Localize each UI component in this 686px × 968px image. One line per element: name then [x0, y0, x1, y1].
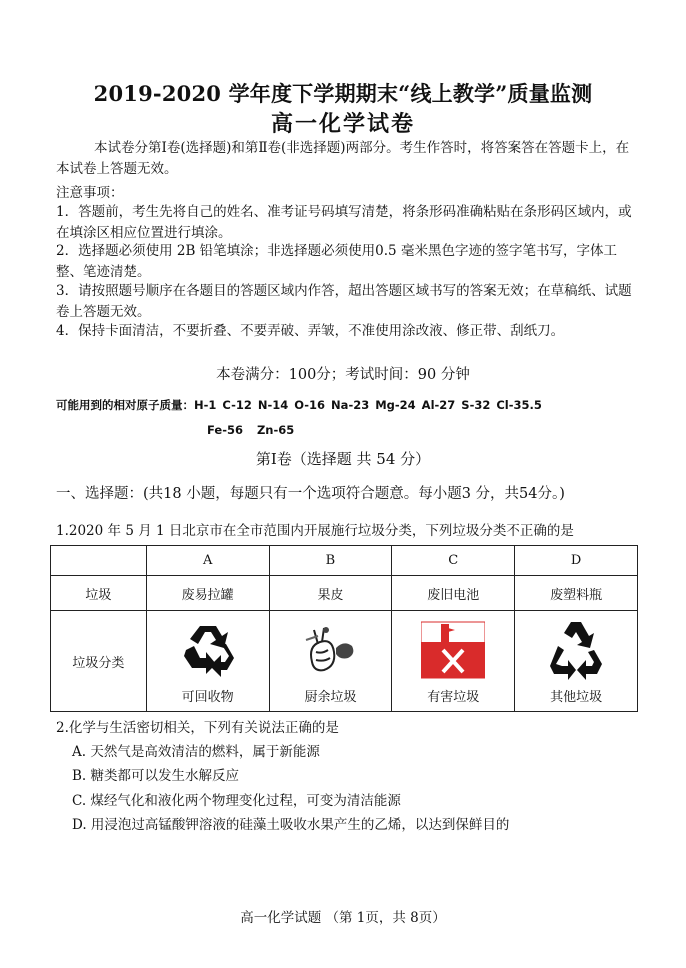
hazardous-waste-icon [421, 618, 485, 682]
waste-item-c: 废旧电池 [392, 576, 515, 611]
category-label-a: 可回收物 [181, 689, 234, 705]
intro-paragraph: 本试卷分第Ⅰ卷(选择题)和第Ⅱ卷(非选择题)两部分。考生作答时，将答案答在答题卡上，在本试卷上答题无效。 [56, 140, 630, 177]
table-row [51, 611, 638, 712]
category-cell-b [269, 611, 392, 712]
table-header-row [51, 546, 638, 576]
exam-title: 2019-2020 学年度下学期期末“线上教学”质量监测 [93, 81, 593, 106]
waste-item-d: 废塑料瓶 [515, 576, 638, 611]
kitchen-waste-icon [298, 618, 362, 682]
notes-heading: 注意事项： [56, 185, 124, 201]
atomic-mass-line-1: 可能用到的相对原子质量：H-1 C-12 N-14 O-16 Na-23 Mg-24 Al-27 S-32 Cl-35.5 [56, 398, 542, 412]
question-2-option-d: D. 用浸泡过高锰酸钾溶液的硅藻土吸收水果产生的乙烯，以达到保鲜目的 [72, 817, 510, 833]
question-2-option-a: A. 天然气是高效清洁的燃料，属于新能源 [72, 744, 320, 760]
category-label-c: 有害垃圾 [427, 689, 480, 705]
note-item-3: 3．请按照题号顺序在各题目的答题区域内作答，超出答题区域书写的答案无效；在草稿纸、试题卷上答题无效。 [56, 283, 632, 320]
category-cell-d [515, 611, 638, 712]
score-and-time: 本卷满分：100分；考试时间：90 分钟 [216, 367, 470, 383]
part-title: 一、选择题：(共18 小题，每题只有一个选项符合题意。每小题3 分，共54分。) [56, 486, 565, 502]
exam-subtitle: 高一化学试卷 [270, 111, 415, 137]
row-label-category: 垃圾分类 [51, 611, 147, 712]
waste-classification-table [50, 545, 638, 712]
column-header-b: B [269, 546, 392, 576]
category-label-d: 其他垃圾 [550, 689, 603, 705]
question-2-option-b: B. 糖类都可以发生水解反应 [72, 768, 240, 784]
category-cell-c [392, 611, 515, 712]
recycle-icon [176, 618, 240, 682]
section-title: 第Ⅰ卷（选择题 共 54 分） [255, 450, 431, 468]
waste-item-a: 废易拉罐 [146, 576, 269, 611]
table-corner-cell [51, 546, 147, 576]
waste-item-b: 果皮 [269, 576, 392, 611]
column-header-c: C [392, 546, 515, 576]
question-1-stem: 1.2020 年 5 月 1 日北京市在全市范围内开展施行垃圾分类，下列垃圾分类不正确的是 [56, 523, 574, 539]
table-row [51, 576, 638, 611]
note-item-2: 2．选择题必须使用 2B 铅笔填涂；非选择题必须使用0.5 毫米黑色字迹的签字笔书写，字体工整、笔迹清楚。 [56, 243, 617, 280]
question-2-option-c: C. 煤经气化和液化两个物理变化过程，可变为清洁能源 [72, 793, 401, 809]
note-item-1: 1．答题前，考生先将自己的姓名、准考证号码填写清楚，将条形码准确粘贴在条形码区域内，或在填涂区相应位置进行填涂。 [56, 204, 632, 241]
column-header-a: A [146, 546, 269, 576]
category-label-b: 厨余垃圾 [304, 689, 357, 705]
atomic-mass-line-2: Fe-56 Zn-65 [207, 423, 295, 437]
note-item-4: 4．保持卡面清洁，不要折叠、不要弄破、弄皱，不准使用涂改液、修正带、刮纸刀。 [56, 323, 565, 339]
category-cell-a [146, 611, 269, 712]
other-waste-icon [544, 618, 608, 682]
row-label-waste: 垃圾 [51, 576, 147, 611]
question-2-stem: 2.化学与生活密切相关，下列有关说法正确的是 [56, 720, 339, 736]
column-header-d: D [515, 546, 638, 576]
page-footer: 高一化学试题 （第 1页，共 8页） [240, 910, 446, 926]
